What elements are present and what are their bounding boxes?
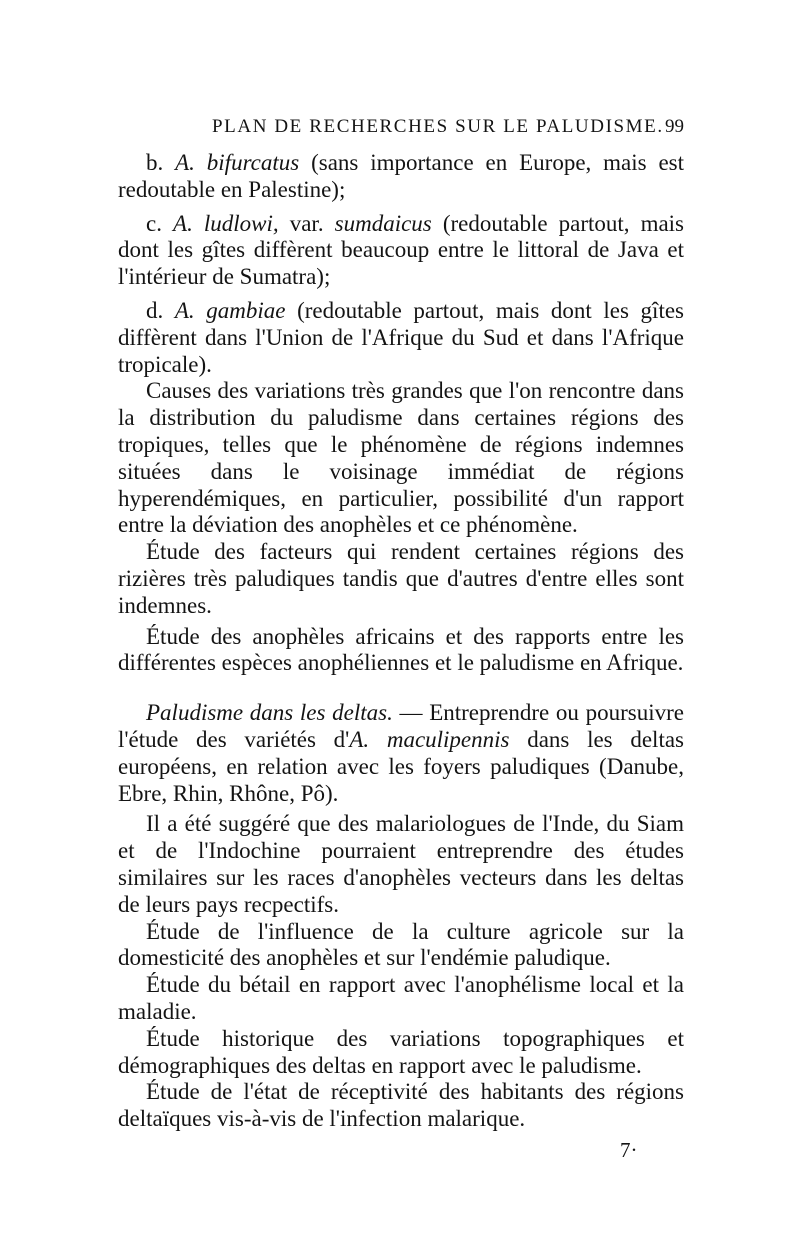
paragraph-receptivite: Étude de l'état de réceptivité des habitants des régions deltaïques vis-à-vis de l'infection malarique. <box>118 1079 684 1132</box>
running-title: PLAN DE RECHERCHES SUR LE PALUDISME. <box>212 116 664 137</box>
section-deltas: Paludisme dans les deltas. — Entreprendre ou poursuivre l'étude des variétés d'A. maculipennis dans les deltas européens, en relation avec les foyers paludiques (Danube, Ebre, Rhin, Rhône, Pô). <box>118 700 684 806</box>
paragraph-betail: Étude du bétail en rapport avec l'anophélisme local et la maladie. <box>118 972 684 1024</box>
list-item-b: b. A. bifurcatus (sans importance en Europe, mais est redoutable en Palestine); <box>118 150 684 202</box>
list-item-d: d. A. gambiae (redoutable partout, mais dont les gîtes diffèrent dans l'Union de l'Afrique du Sud et dans l'Afrique tropicale). <box>118 297 684 377</box>
paragraph-africains: Étude des anophèles africains et des rapports entre les différentes espèces anophéliennes et le paludisme en Afrique. <box>118 623 684 676</box>
paragraph-historique: Étude historique des variations topographiques et démographiques des deltas en rapport avec le paludisme. <box>118 1025 684 1078</box>
paragraph-rizieres: Étude des facteurs qui rendent certaines régions des rizières très paludiques tandis que d'autres d'entre elles sont indemnes. <box>118 539 684 618</box>
signature-mark: 7· <box>620 1138 638 1162</box>
paragraph-culture: Étude de l'influence de la culture agricole sur la domesticité des anophèles et sur l'endémie paludique. <box>118 918 684 971</box>
page-number: 99 <box>665 116 684 137</box>
body-text <box>118 150 684 1133</box>
paragraph-malariologues: Il a été suggéré que des malariologues de l'Inde, du Siam et de l'Indochine pourraient entreprendre des études similaires sur les races d'anophèles vecteurs dans les deltas de leurs pays recpectifs. <box>118 811 684 917</box>
running-header <box>212 116 684 138</box>
paragraph-causes: Causes des variations très grandes que l'on rencontre dans la distribution du paludisme dans certaines régions des tropiques, telles que le phénomène de régions indemnes situées dans le voisinage immédiat de régions hyperendémiques, en particulier, possibilité d'un rapport entre la déviation des anophèles et ce phénomène. <box>118 378 684 538</box>
list-item-c: c. A. ludlowi, var. sumdaicus (redoutable partout, mais dont les gîtes diffèrent beaucoup entre le littoral de Java et l'intérieur de Sumatra); <box>118 210 685 290</box>
